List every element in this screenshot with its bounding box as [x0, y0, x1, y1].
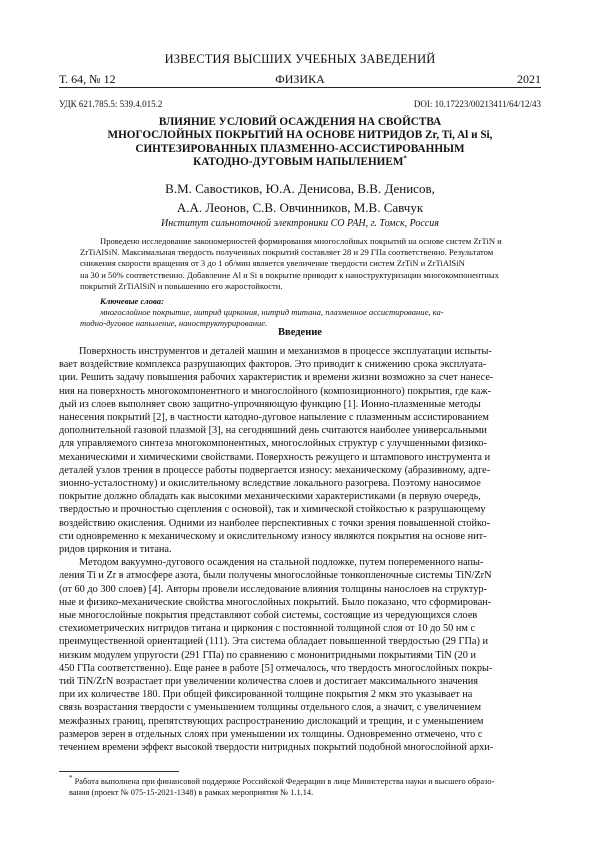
paragraph-line: при их количестве 180. При общей фиксированной толщине покрытия 2 мкм это указывает на — [59, 689, 473, 701]
paragraph-line: Методом вакуумно-дугового осаждения на стальной подложке, путем попеременного напы- — [79, 557, 484, 569]
title-footnote-mark: * — [403, 154, 407, 163]
paragraph-line: дый из слоев выполняет свою защитно-упрочняющую функцию [1]. Ионно-плазменные методы — [59, 398, 481, 410]
paragraph-line: тий TiN/ZrN возрастает при увеличении количества слоев и достигает максимального значения — [59, 676, 479, 688]
paragraph-line: Поверхность инструментов и деталей машин и механизмов в процессе эксплуатации испыты- — [79, 346, 492, 357]
journal-name: ИЗВЕСТИЯ ВЫСШИХ УЧЕБНЫХ ЗАВЕДЕНИЙ — [164, 52, 436, 66]
article-title — [80, 116, 520, 169]
title-line: ВЛИЯНИЕ УСЛОВИЙ ОСАЖДЕНИЯ НА СВОЙСТВА — [158, 116, 442, 128]
authors-line-2: А.А. Леонов, С.В. Овчинников, М.В. Савчук — [176, 200, 424, 215]
paragraph-line: ридов циркония и титана. — [59, 544, 172, 556]
paragraph-line: размеров зерен в отдельных слоях при уменьшении их толщины. Одновременно отмечено, что с — [59, 728, 483, 740]
abstract-line: Проведено исследование закономерностей формирования многослойных покрытий на основе систем ZrTiN и — [100, 236, 502, 246]
body-text — [59, 345, 541, 754]
paragraph-line: механическими и химическими свойствами. Поверхность режущего и штампового инструмента и — [59, 451, 491, 463]
paragraph-line: 450 ГПа соответственно). Еще ранее в работе [5] отмечалось, что твердость многослойных покры- — [59, 662, 493, 674]
footnote-rule — [59, 771, 179, 772]
volume-issue: Т. 64, № 12 — [59, 72, 116, 86]
paragraph-line: межфазных границ, препятствующих распространению дислокаций и трещин, и с уменьшением — [59, 715, 484, 727]
title-line: МНОГОСЛОЙНЫХ ПОКРЫТИЙ НА ОСНОВЕ НИТРИДОВ Zr, Ti, Al и Si, — [107, 129, 493, 142]
paragraph-line: ления Ti и Zr в атмосфере азота, были получены многослойные тонкопленочные системы TiN/ZrN — [59, 570, 492, 582]
keywords-line-2: тодно-дуговое напыление, наноструктурирование. — [80, 318, 268, 329]
paragraph-line: ные и физико-механические свойства многослойных покрытий. Было показано, что сформирован- — [59, 596, 492, 608]
paragraph-line: ции. Решить задачу повышения рабочих характеристик и времени жизни возможно за счет нанесе- — [59, 372, 494, 384]
paragraph-line: вает воздействие комплекса разрушающих факторов. Это приводит к снижению срока эксплуата- — [59, 359, 487, 371]
paragraph-line: воздействию окисления. Одними из наиболее перспективных с точки зрения повышенной стойко- — [59, 517, 491, 529]
publication-year: 2021 — [517, 72, 541, 86]
paragraph-line: низким модулем упругости (291 ГПа) по сравнению с мононитридными покрытиями TiN (20 и — [59, 649, 477, 661]
journal-subject: ФИЗИКА — [275, 72, 325, 86]
doi: DOI: 10.17223/00213411/64/12/43 — [413, 99, 541, 109]
paragraph-line: ные многослойные покрытия представляют собой системы, состоящие из чередующихся слоев — [59, 610, 478, 622]
title-line: СИНТЕЗИРОВАННЫХ ПЛАЗМЕННО-АССИСТИРОВАННЫМ — [135, 142, 465, 155]
paragraph-line: нанесения покрытий [2], в частности катодно-дуговое напыление с плазменным ассистированием — [59, 412, 489, 424]
paragraph-line: связь возрастания твердости с уменьшением толщины отдельного слоя, а значит, с увеличением — [59, 702, 481, 714]
paragraph-line: течением времени эффект высокой твердости нитридных покрытий подобной многослойной архи- — [59, 742, 494, 754]
footnote — [59, 774, 541, 799]
abstract-line: ZrTiAlSiN. Максимальная твердость полученных покрытий составляет 28 и 29 ГПа соответственно. Результатом — [80, 247, 494, 258]
paragraph-line: покрытие должно обладать как высокими механическими характеристиками (в первую очередь, — [59, 491, 481, 503]
paragraph-line: (от 60 до 300 слоев) [4]. Авторы провели исследование влияния толщины нанослоев на структур- — [59, 583, 487, 595]
footnote-line-2: вания (проект № 075-15-2021-1348) в рамках мероприятия № 1.1.14. — [69, 787, 314, 797]
abstract — [80, 236, 520, 292]
udc-code: УДК 621.785.5: 539.4.015.2 — [59, 99, 163, 109]
paragraph-line: зионно-усталостному) и окислительному вследствие локального разогрева. Поэтому наносимое — [59, 478, 481, 490]
section-heading: Введение — [278, 327, 322, 338]
paragraph-line: твердостью и прочностью сцепления с основой), так и химической стойкостью к разрушающему — [59, 504, 486, 516]
paragraph-line: стехиометрических нитридов титана и циркония с постоянной толщиной слоя от 10 до 50 нм с — [59, 623, 476, 635]
paragraph-line: дополнительной газовой плазмой [3], на сегодняшний день считаются наиболее универсальными — [59, 425, 487, 437]
footnote-mark: * — [69, 774, 73, 783]
paragraph-line: деталей узлов трения в процессе работы подвергается износу: механическому (абразивному, адге- — [59, 464, 491, 476]
keywords — [80, 296, 520, 330]
title-line: КАТОДНО-ДУГОВЫМ НАПЫЛЕНИЕМ* — [193, 154, 407, 168]
paragraph-line: ния на поверхность многокомпонентного и многослойного (композиционного) покрытия, где каж- — [59, 385, 492, 397]
keywords-line-1: Ключевые слова: многослойное покрытие, нитрид циркония, нитрид титана, плазменное ассистирование, ка- — [80, 296, 520, 318]
abstract-line: на 30 и 50% соответственно. Добавление Al и Si в покрытие приводит к наноструктуризации многокомпонентных — [80, 269, 499, 280]
keywords-label: Ключевые слова: — [100, 296, 164, 306]
affiliation: Институт сильноточной электроники СО РАН, г. Томск, Россия — [161, 218, 439, 229]
abstract-line: снижения скорости вращения от 3 до 1 об/мин является увеличение твердости систем ZrTiN и ZrTiAlSiN — [80, 258, 465, 269]
footnote-line-1: * Работа выполнена при финансовой поддержке Российской Федерации в лице Министерства науки и высшего образо- — [69, 774, 495, 786]
paragraph-line: сти одновременно к механическому и окислительному износу являются покрытия на основе нит- — [59, 530, 487, 542]
paragraph-line: преимущественной ориентацией (111). Эта система обладает повышенной твердостью (29 ГПа) и — [59, 636, 488, 648]
author-list — [80, 179, 520, 217]
authors-line-1: В.М. Савостиков, Ю.А. Денисова, В.В. Денисов, — [165, 181, 435, 196]
header-rule — [59, 87, 541, 88]
issue-line — [59, 72, 541, 86]
paragraph-line: для управляемого синтеза многокомпонентных, многослойных структур с улучшенными физико- — [59, 438, 487, 450]
abstract-line: покрытий ZrTiAlSiN и повышению его жаростойкости. — [80, 280, 283, 291]
